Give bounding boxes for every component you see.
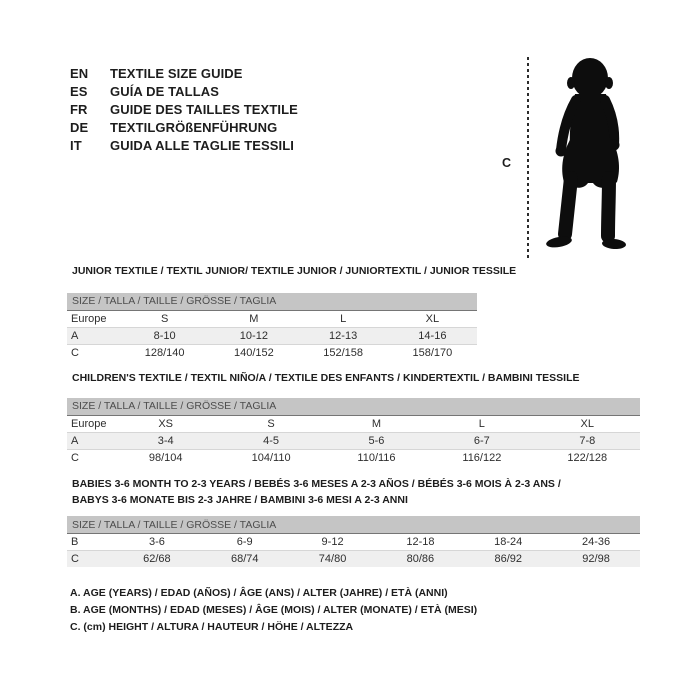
cell-value: 62/68 (143, 553, 171, 565)
cell-value: 158/170 (412, 346, 453, 359)
cell-value: 4-5 (263, 434, 280, 447)
cell-value: 122/128 (567, 451, 608, 464)
size-table (67, 293, 477, 361)
language-code: IT (70, 137, 82, 153)
table-row (67, 449, 640, 466)
cell-value: XL (425, 312, 440, 325)
size-header-row (67, 516, 640, 534)
row-label: C (71, 451, 79, 464)
language-row (70, 136, 298, 154)
row-label: B (71, 536, 79, 548)
baby-silhouette-icon (535, 50, 649, 262)
cell-value: 98/104 (148, 451, 183, 464)
cell-value: 110/116 (357, 451, 396, 464)
table-header-row (67, 415, 640, 432)
language-text: GUÍA DE TALLAS (110, 83, 220, 99)
cell-value: 6-9 (236, 536, 253, 548)
language-code: FR (70, 101, 88, 117)
language-code: EN (70, 65, 89, 81)
language-text: GUIDA ALLE TAGLIE TESSILI (110, 137, 295, 153)
size-header-row (67, 398, 640, 416)
row-label: C (71, 553, 79, 565)
language-row (70, 118, 298, 136)
table-row (67, 327, 477, 344)
cell-value: 3-4 (157, 434, 174, 447)
language-row (70, 64, 298, 82)
cell-value: 128/140 (144, 346, 185, 359)
size-table (67, 516, 640, 567)
language-code: DE (70, 119, 89, 135)
table-title: BABIES 3-6 MONTH TO 2-3 YEARS / BEBÉS 3-6 MESES A 2-3 AÑOS / BÉBÉS 3-6 MOIS À 2-3 ANS / (72, 478, 561, 490)
cell-value: 5-6 (368, 434, 385, 447)
cell-value: 6-7 (473, 434, 490, 447)
cell-value: 9-12 (321, 536, 344, 548)
language-text: TEXTILE SIZE GUIDE (110, 65, 243, 81)
cell-value: 104/110 (251, 451, 291, 464)
table-title: CHILDREN'S TEXTILE / TEXTIL NIÑO/A / TEXTILE DES ENFANTS / KINDERTEXTIL / BAMBINI TESSILE (72, 372, 580, 384)
cell-value: 86/92 (494, 553, 522, 565)
cell-value: XL (580, 417, 595, 430)
cell-value: 92/98 (582, 553, 610, 565)
size-header-row (67, 293, 477, 311)
size-table (67, 398, 640, 466)
cell-value: 116/122 (462, 451, 502, 464)
language-row (70, 100, 298, 118)
size-header: SIZE / TALLA / TAILLE / GRÖSSE / TAGLIA (67, 398, 640, 416)
language-code: ES (70, 83, 88, 99)
row-label: A (71, 434, 79, 447)
cell-value: 3-6 (148, 536, 165, 548)
cell-value: XS (158, 417, 174, 430)
cell-value: 24-36 (582, 536, 611, 548)
height-dashed-line (527, 57, 529, 260)
cell-value: M (249, 312, 259, 325)
cell-value: 12-18 (406, 536, 435, 548)
cell-value: 74/80 (318, 553, 347, 565)
row-label: A (71, 329, 79, 342)
cell-value: S (160, 312, 169, 325)
cell-value: 7-8 (579, 434, 596, 447)
cell-value: L (340, 312, 347, 325)
table-title: JUNIOR TEXTILE / TEXTIL JUNIOR/ TEXTILE JUNIOR / JUNIORTEXTIL / JUNIOR TESSILE (72, 265, 517, 277)
cell-value: S (267, 417, 275, 430)
row-label: Europe (71, 417, 107, 430)
cell-value: 18-24 (494, 536, 523, 548)
height-label: C (502, 156, 512, 170)
table-header-row (67, 310, 477, 327)
size-table-section (67, 264, 517, 361)
footnote: C. (cm) HEIGHT / ALTURA / HAUTEUR / HÖHE / ALTEZZA (70, 621, 354, 633)
row-label: C (71, 346, 79, 359)
cell-value: L (478, 417, 485, 430)
footnote: B. AGE (MONTHS) / EDAD (MESES) / ÂGE (MOIS) / ALTER (MONATE) / ETÀ (MESI) (70, 604, 478, 616)
language-text: GUIDE DES TAILLES TEXTILE (110, 101, 298, 117)
language-row (70, 82, 298, 100)
footnotes (70, 585, 477, 636)
cell-value: 10-12 (239, 329, 268, 342)
cell-value: M (371, 417, 382, 430)
cell-value: 140/152 (233, 346, 274, 359)
table-row (67, 551, 640, 568)
size-table-section (67, 371, 640, 466)
cell-value: 80/86 (406, 553, 435, 565)
size-table-section (67, 477, 640, 567)
cell-value: 8-10 (153, 329, 176, 342)
language-text: TEXTILGRÖßENFÜHRUNG (110, 119, 278, 135)
row-label: Europe (71, 312, 107, 325)
table-title: BABYS 3-6 MONATE BIS 2-3 JAHRE / BAMBINI 3-6 MESI A 2-3 ANNI (72, 493, 408, 506)
size-header: SIZE / TALLA / TAILLE / GRÖSSE / TAGLIA (67, 516, 640, 534)
table-row (67, 344, 477, 361)
cell-value: 152/158 (323, 346, 363, 359)
footnote: A. AGE (YEARS) / EDAD (AÑOS) / ÂGE (ANS) / ALTER (JAHRE) / ETÀ (ANNI) (70, 587, 448, 599)
language-list (70, 64, 298, 154)
cell-value: 12-13 (329, 329, 358, 342)
cell-value: 68/74 (230, 553, 259, 565)
table-row (67, 432, 640, 449)
table-row (67, 534, 640, 551)
size-header: SIZE / TALLA / TAILLE / GRÖSSE / TAGLIA (67, 293, 477, 311)
cell-value: 14-16 (418, 329, 447, 342)
